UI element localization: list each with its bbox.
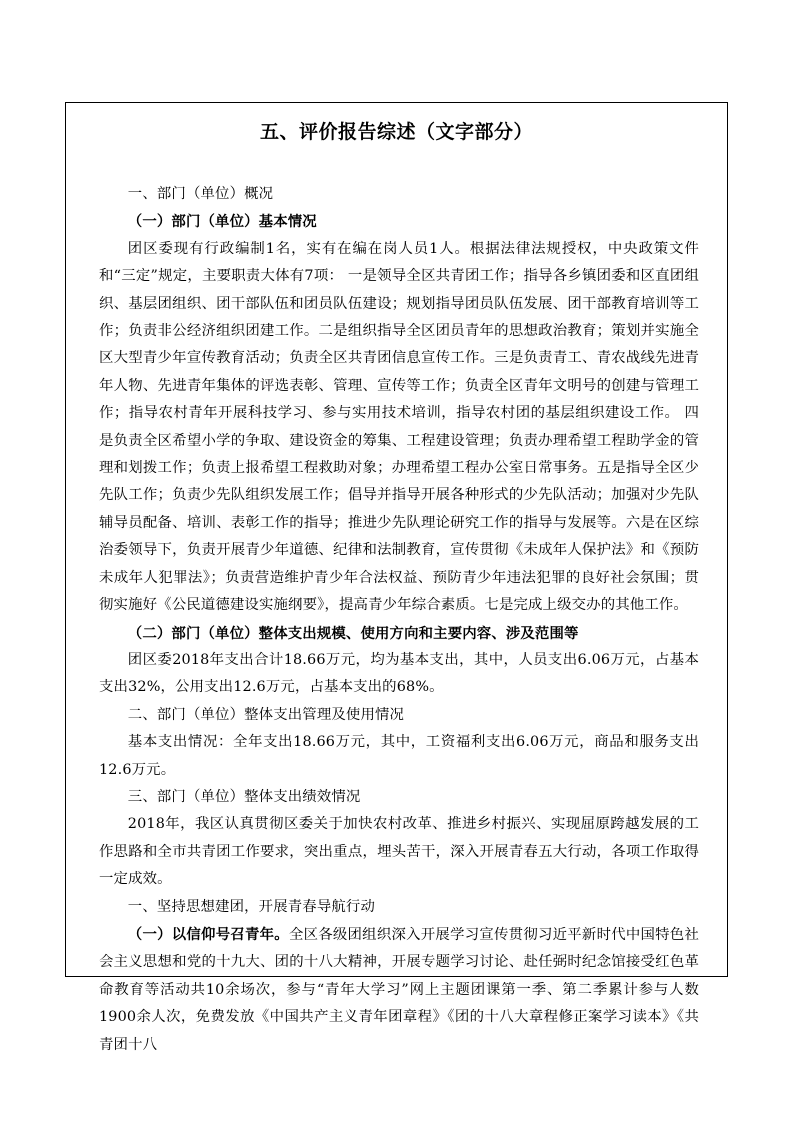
subsection-heading-basic-info: （一）部门（单位）基本情况 [127,213,317,231]
section-heading-ideological: 一、坚持思想建团，开展青春导航行动 [127,898,375,915]
paragraph-expenditure-scale: 团区委2018年支出合计18.66万元，均为基本支出，其中，人员支出6.06万元，占基本支出32%，公用支出12.6万元，占基本支出的68%。 [99,651,699,696]
paragraph-basic-info: 团区委现有行政编制1名，实有在编在岗人员1人。根据法律法规授权，中央政策文件和“三定”规定，主要职责大体有7项： 一是领导全区共青团工作；指导各乡镇团委和区直团组织、基层团组织、团干部队伍和团员队伍建设；规划指导团员队伍发展、团干部教育培训等工作；负责非公经济组织团建工作。二是组织指导全区团员青年的思想政治教育；策划并实施全区大型青少年宣传教育活动；负责全区共青团信息宣传工作。三是负责青工、青农战线先进青年人物、先进青年集体的评选表彰、管理、宣传等工作；负责全区青年文明号的创建与管理工作；指导农村青年开展科技学习、参与实用技术培训，指导农村团的基层组织建设工作。 四是负责全区希望小学的争取、建设资金的筹集、工程建设管理；负责办理希望工程助学金的管理和划拨工作；负责上报希望工程救助对象；办理希望工程办公室日常事务。五是指导全区少先队工作；负责少先队组织发展工作；倡导并指导开展各种形式的少先队活动；加强对少先队辅导员配备、培训、表彰工作的指导；推进少先队理论研究工作的指导与发展等。六是在区综治委领导下，负责开展青少年道德、纪律和法制教育，宣传贯彻《未成年人保护法》和《预防未成年人犯罪法》；负责营造维护青少年合法权益、预防青少年违法犯罪的良好社会氛围；贯彻实施好《公民道德建设实施纲要》，提高青少年综合素质。七是完成上级交办的其他工作。 [99,240,699,614]
section-heading-overview: 一、部门（单位）概况 [127,186,274,202]
section-heading-expenditure-management: 二、部门（单位）整体支出管理及使用情况 [127,706,405,723]
report-body [99,181,699,1059]
paragraph-expenditure-management: 基本支出情况：全年支出18.66万元，其中，工资福利支出6.06万元，商品和服务支出12.6万元。 [99,734,699,778]
section-heading-performance: 三、部门（单位）整体支出绩效情况 [127,788,361,805]
paragraph-text-faith: 全区各级团组织深入开展学习宣传贯彻习近平新时代中国特色社会主义思想和党的十九大、团的十八大精神，开展专题学习讨论、赴任弼时纪念馆接受红色革命教育等活动共10余场次，参与“青年大学习”网上主题团课第一季、第二季累计参与人数1900余人次，免费发放《中国共产主义青年团章程》《团的十八大章程修正案学习读本》《共青团十八 [99,926,699,1053]
page-title: 五、评价报告综述（文字部分） [259,121,533,143]
paragraph-lead-faith: （一）以信仰号召青年。 [127,925,289,943]
report-frame [65,102,728,1053]
paragraph-faith [99,921,699,1059]
paragraph-performance: 2018年，我区认真贯彻区委关于加快农村改革、推进乡村振兴、实现屈原跨越发展的工作思路和全市共青团工作要求，突出重点，埋头苦干，深入开展青春五大行动，各项工作取得一定成效。 [99,816,699,888]
subsection-heading-expenditure-scale: （二）部门（单位）整体支出规模、使用方向和主要内容、涉及范围等 [127,624,579,642]
